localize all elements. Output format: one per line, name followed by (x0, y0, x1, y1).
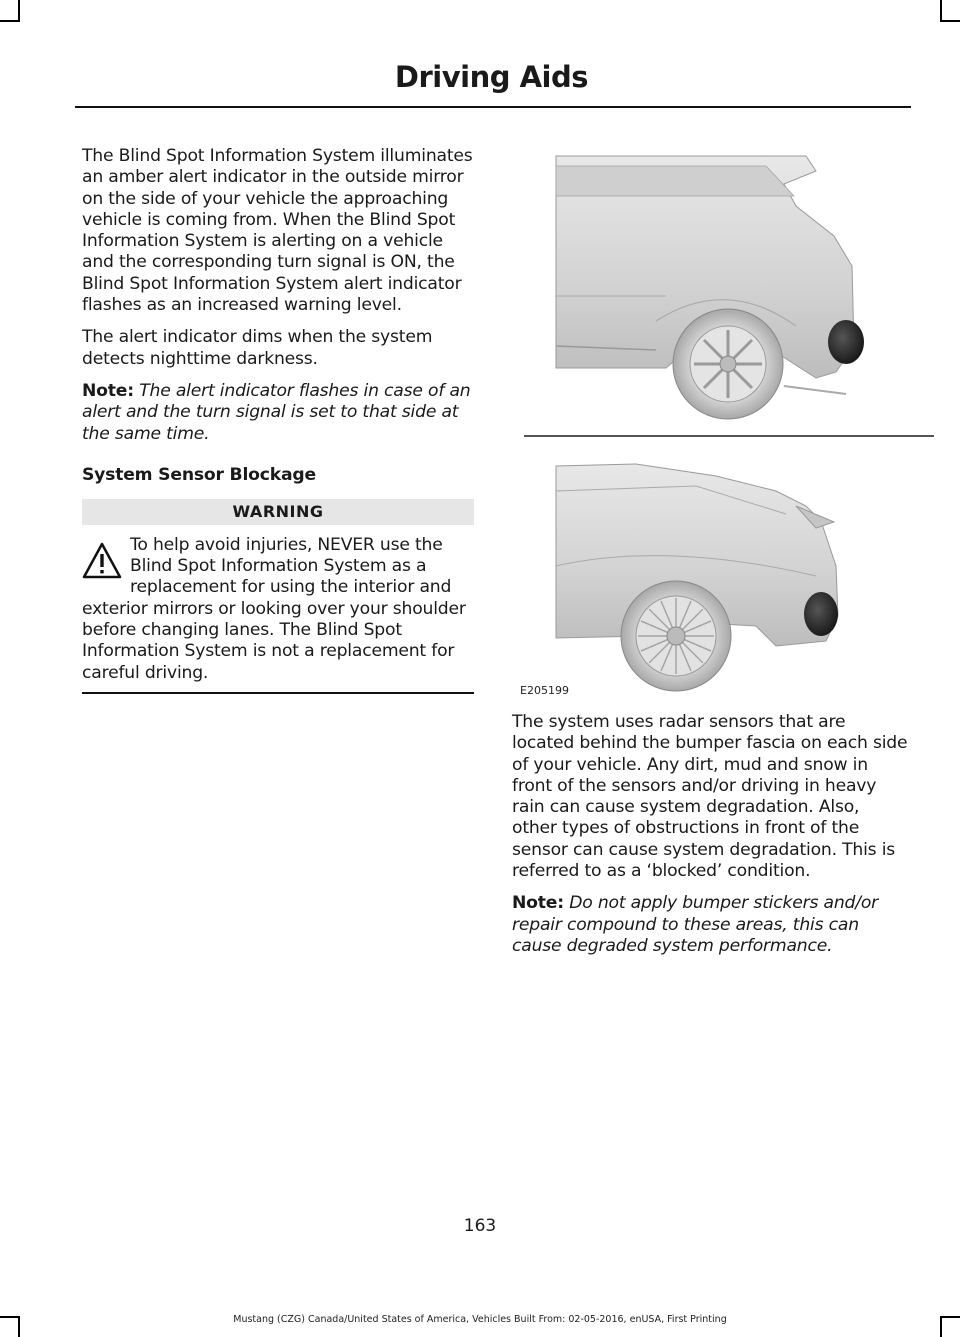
header-rule (75, 106, 911, 108)
crop-mark (18, 0, 20, 22)
note-label: Note: (512, 893, 564, 914)
crop-mark (0, 20, 20, 22)
section-heading: System Sensor Blockage (82, 464, 316, 485)
body-paragraph: The system uses radar sensors that are located behind the bumper fascia on each side of your vehicle. Any dirt, mud and snow in front of the sensors and/or driving in heavy rain can cause system degradation. Also, other types of obstructions in front of the sensor can cause system degradation. This is referred to as a ‘blocked’ condition. (512, 712, 908, 882)
figure-code: E205199 (520, 684, 569, 697)
left-column (82, 146, 474, 694)
note-paragraph (82, 381, 474, 445)
note-text: Do not apply bumper stickers and/or repair compound to these areas, this can cause degraded system performance. (512, 893, 879, 956)
note-label: Note: (82, 380, 134, 401)
warning-body (82, 535, 474, 684)
warning-header: WARNING (82, 499, 474, 525)
warning-triangle-icon (82, 541, 122, 581)
footer-text: Mustang (CZG) Canada/United States of America, Vehicles Built From: 02-05-2016, enUSA, First Printing (233, 1314, 727, 1325)
body-paragraph: The alert indicator dims when the system detects nighttime darkness. (82, 327, 433, 369)
crop-mark (940, 0, 942, 22)
note-text: The alert indicator flashes in case of an alert and the turn signal is set to that side at the same time. (82, 380, 471, 444)
page-number: 163 (463, 1216, 497, 1236)
note-paragraph (512, 893, 908, 957)
sedan-illustration (556, 464, 838, 691)
warning-text: To help avoid injuries, NEVER use the Blind Spot Information System as a replacement for using the interior and exterior mirrors or looking over your shoulder before changing lanes. The Blind Spot Information System is not a replacement for careful driving. (82, 534, 466, 683)
body-paragraph: The Blind Spot Information System illuminates an amber alert indicator in the outside mirror on the side of your vehicle the approaching vehicle is coming from. When the Blind Spot Information System is alerting on a vehicle and the corresponding turn signal is ON, the Blind Spot Information System alert indicator flashes as an increased warning level. (82, 146, 473, 316)
warning-rule (82, 692, 474, 694)
page-title: Driving Aids (394, 60, 588, 94)
suv-illustration (556, 156, 864, 419)
vehicle-sensor-illustration (516, 146, 934, 706)
right-column (512, 712, 908, 968)
crop-mark (940, 20, 960, 22)
